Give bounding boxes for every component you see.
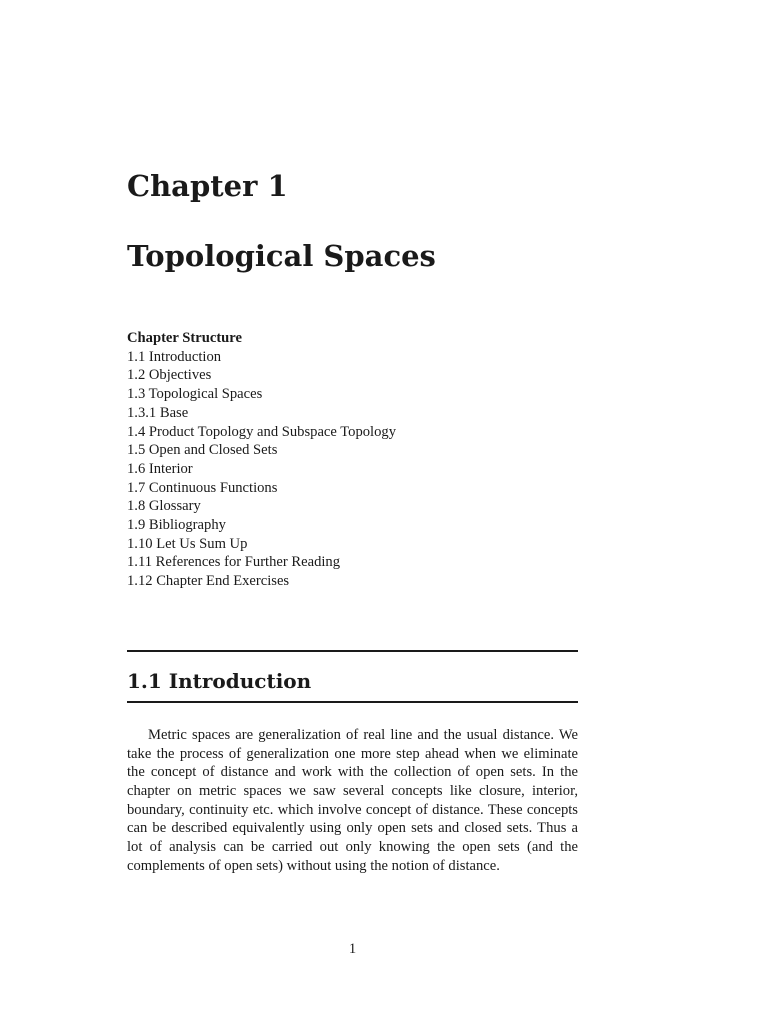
- section-rule-top: [127, 650, 578, 652]
- toc-item: 1.3.1 Base: [127, 404, 189, 421]
- toc-item: 1.11 References for Further Reading: [127, 554, 341, 571]
- toc-item: 1.3 Topological Spaces: [127, 386, 263, 403]
- toc-item: 1.12 Chapter End Exercises: [127, 573, 290, 590]
- section-rule-bottom: [127, 701, 578, 703]
- toc-item: 1.2 Objectives: [127, 367, 212, 384]
- introduction-paragraph: Metric spaces are generalization of real line and the usual distance. We take the process of generalization one more step ahead when we eliminate the concept of distance and work with the collection of open sets. In the chapter on metric spaces we saw several concepts like closure, interior, boundary, continuity etc. which involve concept of distance. These concepts can be described equivalently using only open sets and closed sets. Thus a lot of analysis can be carried out only knowing the open sets (and the complements of open sets) without using the notion of distance.: [127, 727, 578, 874]
- toc-item: 1.6 Interior: [127, 460, 193, 477]
- chapter-structure: [127, 329, 396, 591]
- toc-item: 1.9 Bibliography: [127, 517, 226, 534]
- toc-item: 1.8 Glossary: [127, 498, 201, 515]
- page-number: 1: [348, 941, 357, 957]
- toc-item: 1.7 Continuous Functions: [127, 479, 278, 496]
- chapter-title: Topological Spaces: [127, 239, 436, 273]
- chapter-number: Chapter 1: [127, 169, 288, 203]
- toc-item: 1.5 Open and Closed Sets: [127, 442, 278, 459]
- section-heading: 1.1 Introduction: [127, 669, 312, 693]
- chapter-structure-list: [127, 348, 396, 591]
- chapter-structure-heading: Chapter Structure: [127, 330, 242, 346]
- toc-item: 1.10 Let Us Sum Up: [127, 535, 248, 552]
- toc-item: 1.4 Product Topology and Subspace Topology: [127, 423, 397, 440]
- toc-item: 1.1 Introduction: [127, 348, 222, 365]
